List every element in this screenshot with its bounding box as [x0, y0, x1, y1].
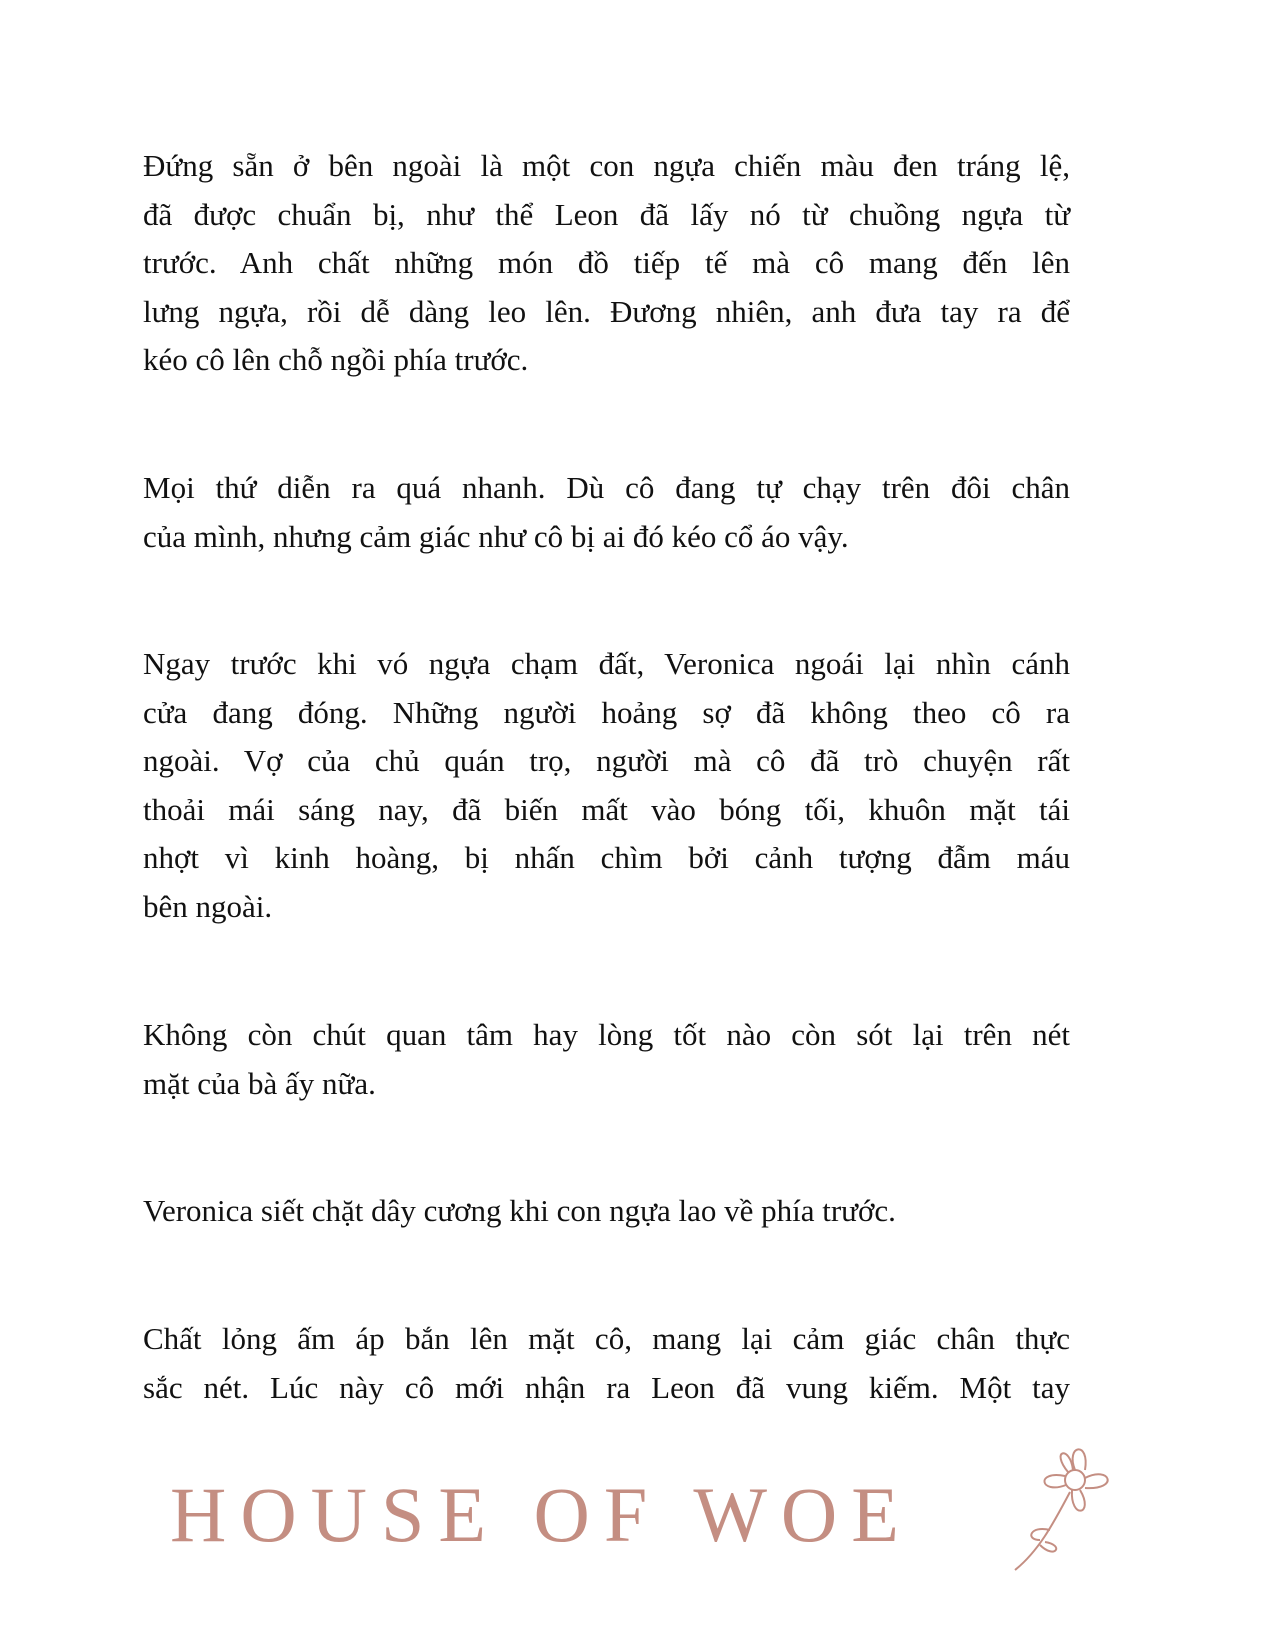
text-line: cửa đang đóng. Những người hoảng sợ đã không theo cô ra [143, 694, 1070, 730]
text-line: Mọi thứ diễn ra quá nhanh. Dù cô đang tự chạy trên đôi chân [143, 470, 1070, 505]
text-line: trước. Anh chất những món đồ tiếp tế mà cô mang đến lên [143, 245, 1070, 280]
text-line: mặt của bà ấy nữa. [143, 1065, 376, 1101]
paragraph [143, 464, 1070, 561]
paragraph [143, 640, 1070, 931]
text-line: ngoài. Vợ của chủ quán trọ, người mà cô đã trò chuyện rất [143, 743, 1070, 778]
watermark-text: HOUSE OF WOE [170, 1471, 913, 1558]
text-line: Ngay trước khi vó ngựa chạm đất, Veronica ngoái lại nhìn cánh [143, 646, 1070, 681]
text-line: Không còn chút quan tâm hay lòng tốt nào còn sót lại trên nét [143, 1017, 1070, 1052]
text-line: thoải mái sáng nay, đã biến mất vào bóng tối, khuôn mặt tái [143, 791, 1070, 827]
paragraph [143, 1315, 1070, 1412]
text-line: lưng ngựa, rồi dễ dàng leo lên. Đương nhiên, anh đưa tay ra để [143, 293, 1070, 329]
text-line: sắc nét. Lúc này cô mới nhận ra Leon đã vung kiếm. Một tay [143, 1369, 1070, 1405]
text-line: Đứng sẵn ở bên ngoài là một con ngựa chiến màu đen tráng lệ, [143, 148, 1070, 183]
text-line: kéo cô lên chỗ ngồi phía trước. [143, 342, 529, 377]
text-line: nhợt vì kinh hoàng, bị nhấn chìm bởi cảnh tượng đẫm máu [143, 840, 1070, 875]
flower-watermark-icon [1010, 1440, 1130, 1580]
paragraph [143, 1011, 1070, 1108]
text-line: Veronica siết chặt dây cương khi con ngựa lao về phía trước. [143, 1193, 896, 1228]
text-line: Chất lỏng ấm áp bắn lên mặt cô, mang lại cảm giác chân thực [143, 1321, 1070, 1356]
text-line: bên ngoài. [143, 888, 273, 924]
text-line: của mình, nhưng cảm giác như cô bị ai đó kéo cổ áo vậy. [143, 518, 849, 554]
paragraph [143, 1187, 1070, 1236]
paragraph [143, 142, 1070, 385]
text-line: đã được chuẩn bị, như thể Leon đã lấy nó từ chuồng ngựa từ [143, 196, 1070, 232]
